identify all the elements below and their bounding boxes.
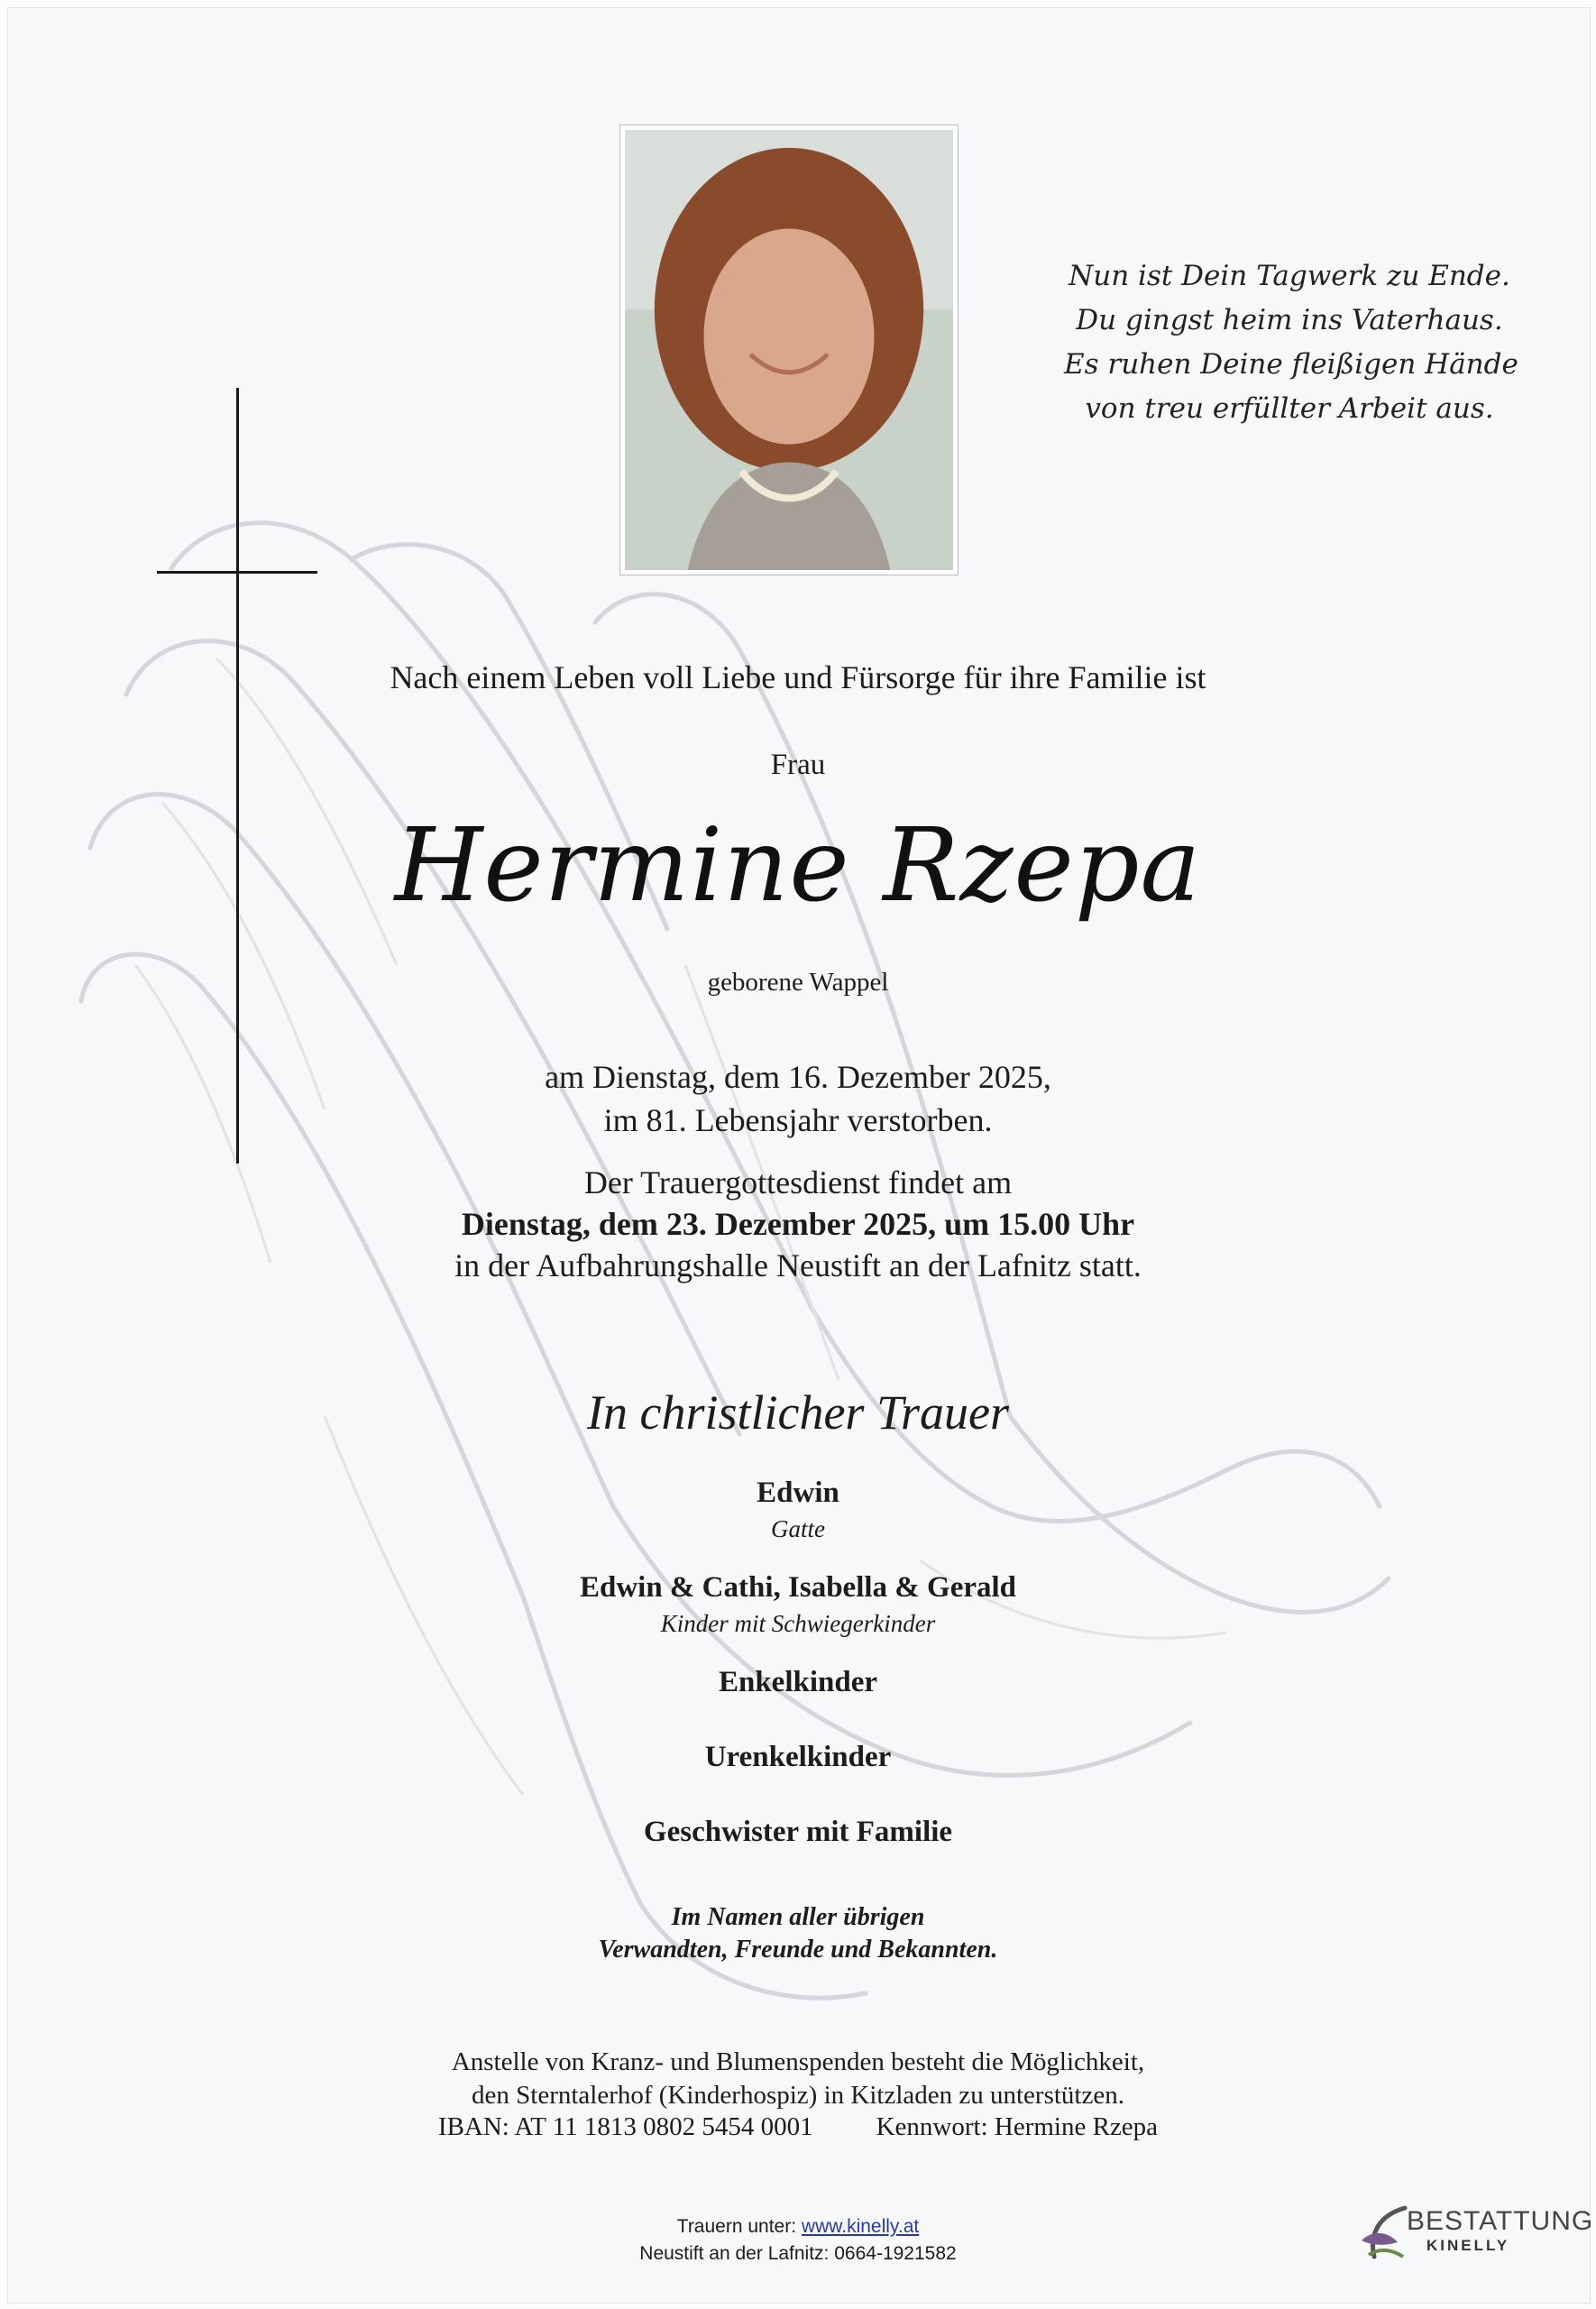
deceased-name: Hermine Rzepa (394, 807, 1202, 925)
funeral-home-logo (1353, 2203, 1594, 2266)
poem-line: Nun ist Dein Tagwerk zu Ende. (1069, 260, 1510, 292)
contact-line: Neustift an der Lafnitz: 0664-1921582 (639, 2243, 957, 2264)
intro-text: Nach einem Leben voll Liebe und Fürsorge für ihre Familie ist (390, 659, 1206, 695)
donation-line: den Sterntalerhof (Kinderhospiz) in Kitzladen zu unterstützen. (472, 2081, 1124, 2110)
logo-text-bottom: KINELLY (1426, 2237, 1510, 2254)
mourner-name: Urenkelkinder (704, 1741, 892, 1773)
donation-line: Anstelle von Kranz- und Blumenspenden besteht die Möglichkeit, (451, 2047, 1145, 2076)
mourner-name: Edwin (757, 1476, 839, 1509)
donation-note (0, 2046, 1596, 2112)
mourn-label: Trauern unter: (676, 2216, 797, 2237)
poem (1064, 254, 1518, 431)
portrait-image (625, 130, 953, 570)
website-link[interactable]: www.kinelly.at (801, 2216, 920, 2237)
poem-line: Es ruhen Deine fleißigen Hände (1064, 348, 1518, 381)
closing-line: Verwandten, Freunde und Bekannten. (598, 1936, 998, 1964)
service-details (0, 1162, 1596, 1286)
death-age: im 81. Lebensjahr verstorben. (603, 1102, 993, 1138)
birth-name: geborene Wappel (707, 968, 889, 997)
death-details (0, 1055, 1596, 1142)
mourner-name: Edwin & Cathi, Isabella & Gerald (579, 1571, 1017, 1604)
portrait-photo (619, 124, 959, 575)
mourner-role: Kinder mit Schwiegerkinder (660, 1610, 936, 1637)
mourners-title: In christlicher Trauer (587, 1385, 1009, 1440)
honorific: Frau (770, 749, 826, 781)
service-date-time: Dienstag, dem 23. Dezember 2025, um 15.00 Uhr (461, 1206, 1135, 1242)
bank-details (0, 2112, 1596, 2142)
mourner-role: Gatte (771, 1515, 825, 1542)
service-intro: Der Trauergottesdienst findet am (583, 1164, 1013, 1200)
poem-line: von treu erfüllter Arbeit aus. (1085, 392, 1494, 425)
death-date: am Dienstag, dem 16. Dezember 2025, (545, 1059, 1051, 1095)
iban: IBAN: AT 11 1813 0802 5454 0001 (437, 2112, 813, 2141)
closing-line: Im Namen aller übrigen (671, 1903, 925, 1931)
mourner-name: Geschwister mit Familie (643, 1816, 953, 1848)
poem-line: Du gingst heim ins Vaterhaus. (1076, 304, 1503, 336)
service-location: in der Aufbahrungshalle Neustift an der Lafnitz statt. (454, 1247, 1142, 1283)
mourner-name: Enkelkinder (718, 1666, 878, 1698)
donation-keyword: Kennwort: Hermine Rzepa (876, 2112, 1159, 2141)
logo-text-top: BESTATTUNG (1407, 2206, 1594, 2236)
closing-note (0, 1901, 1596, 1966)
cross-horizontal-bar (157, 571, 317, 574)
